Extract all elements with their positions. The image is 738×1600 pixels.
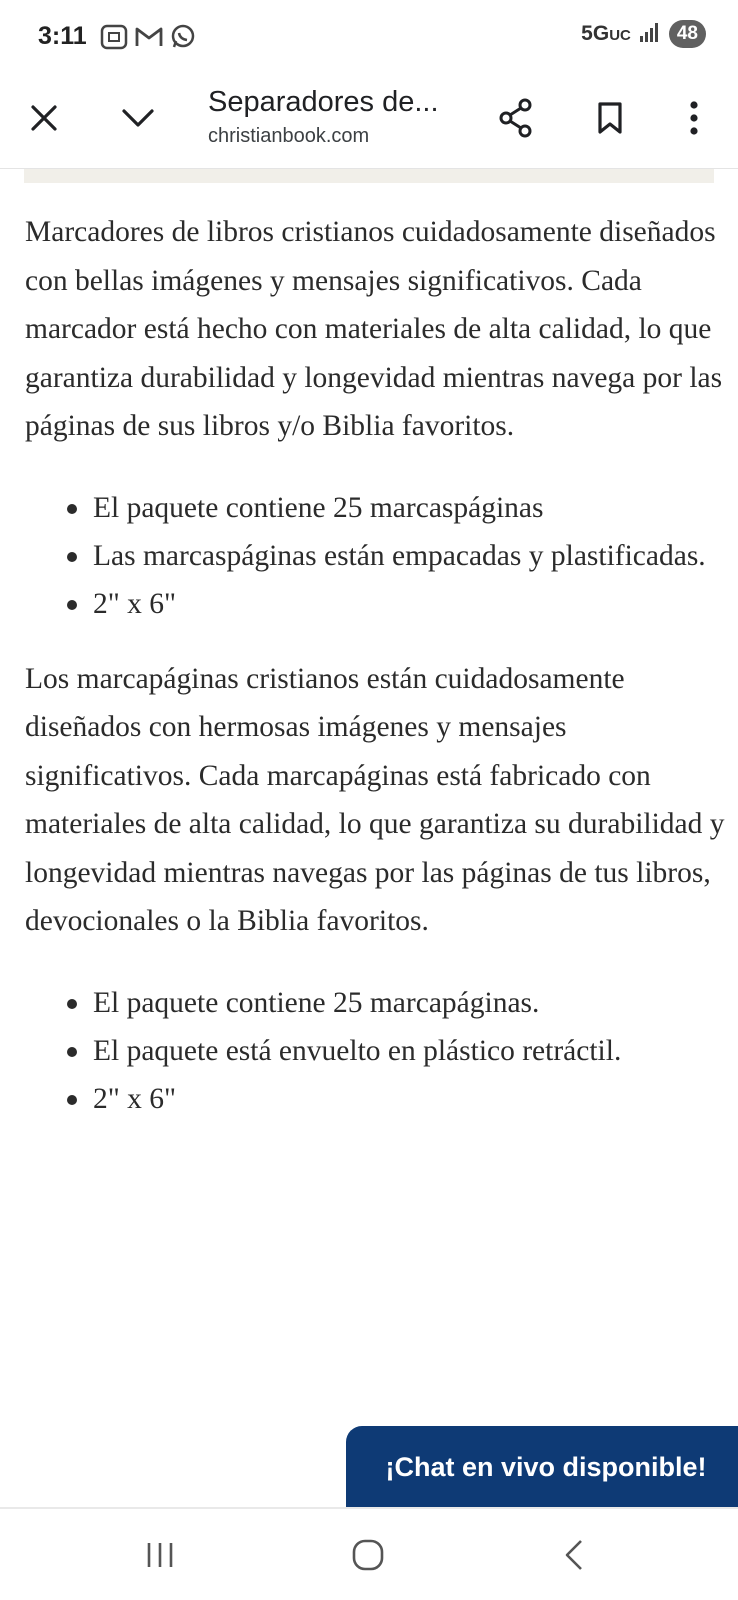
bookmark-button[interactable]	[582, 92, 638, 148]
custom-tab-toolbar	[0, 76, 738, 169]
description-paragraph-1: Marcadores de libros cristianos cuidadosamente diseñados con bellas imágenes y mensajes significativos. Cada marcador está hecho con materiales de alta calidad, lo que garantiza durabilidad y longevidad mientras navega por las páginas de sus libros y/o Biblia favoritos.	[25, 216, 723, 442]
bullet-icon	[67, 999, 77, 1009]
description-paragraph-2: Los marcapáginas cristianos están cuidadosamente diseñados con hermosas imágenes y mensajes significativos. Cada marcapáginas está fabricado con materiales de alta calidad, lo que garantiza su durabilidad y longevidad mientras navegas por las páginas de tus libros, devocionales o la Biblia favoritos.	[25, 662, 725, 937]
status-bar	[0, 0, 738, 76]
bullet-icon	[67, 1047, 77, 1057]
recents-button[interactable]	[130, 1527, 190, 1587]
bullet-icon	[67, 504, 77, 514]
close-icon	[30, 104, 58, 137]
feature-list-2	[25, 979, 725, 1123]
signal-icon	[639, 21, 661, 48]
status-time: 3:11	[38, 22, 87, 50]
more-vert-icon	[689, 101, 699, 140]
page-url: christianbook.com	[208, 125, 370, 147]
page-top-strip	[24, 169, 714, 183]
list-item: 2" x 6"	[25, 1075, 725, 1123]
feature-list-1	[25, 484, 725, 628]
share-button[interactable]	[488, 92, 544, 148]
battery-badge: 48	[669, 20, 706, 48]
back-button[interactable]	[544, 1527, 604, 1587]
bullet-icon	[67, 1095, 77, 1105]
list-item: El paquete contiene 25 marcaspáginas	[25, 484, 725, 532]
more-options-button[interactable]	[666, 92, 722, 148]
bullet-icon	[67, 600, 77, 610]
list-item: Las marcaspáginas están empacadas y plastificadas.	[25, 532, 725, 580]
home-icon	[351, 1538, 385, 1577]
status-right	[581, 20, 706, 48]
close-button[interactable]	[16, 92, 72, 148]
page-info-button[interactable]	[110, 92, 166, 148]
title-block[interactable]	[208, 82, 478, 150]
bookmark-icon	[597, 101, 623, 140]
notification-icons	[100, 24, 196, 50]
system-navigation-bar	[0, 1509, 738, 1600]
list-item: El paquete está envuelto en plástico retráctil.	[25, 1027, 725, 1075]
page-title: Separadores de...	[208, 86, 439, 118]
screenshot-icon	[100, 24, 128, 50]
live-chat-button[interactable]: ¡Chat en vivo disponible!	[346, 1426, 738, 1508]
product-description	[25, 208, 725, 1123]
home-button[interactable]	[338, 1527, 398, 1587]
back-icon	[563, 1538, 585, 1577]
share-icon	[498, 98, 534, 143]
gmail-icon	[134, 25, 164, 49]
recents-icon	[145, 1541, 175, 1574]
chevron-down-icon	[121, 108, 155, 133]
whatsapp-icon	[170, 24, 196, 50]
list-item: 2" x 6"	[25, 580, 725, 628]
bullet-icon	[67, 552, 77, 562]
list-item: El paquete contiene 25 marcapáginas.	[25, 979, 725, 1027]
network-label: 5GUC	[581, 22, 631, 45]
